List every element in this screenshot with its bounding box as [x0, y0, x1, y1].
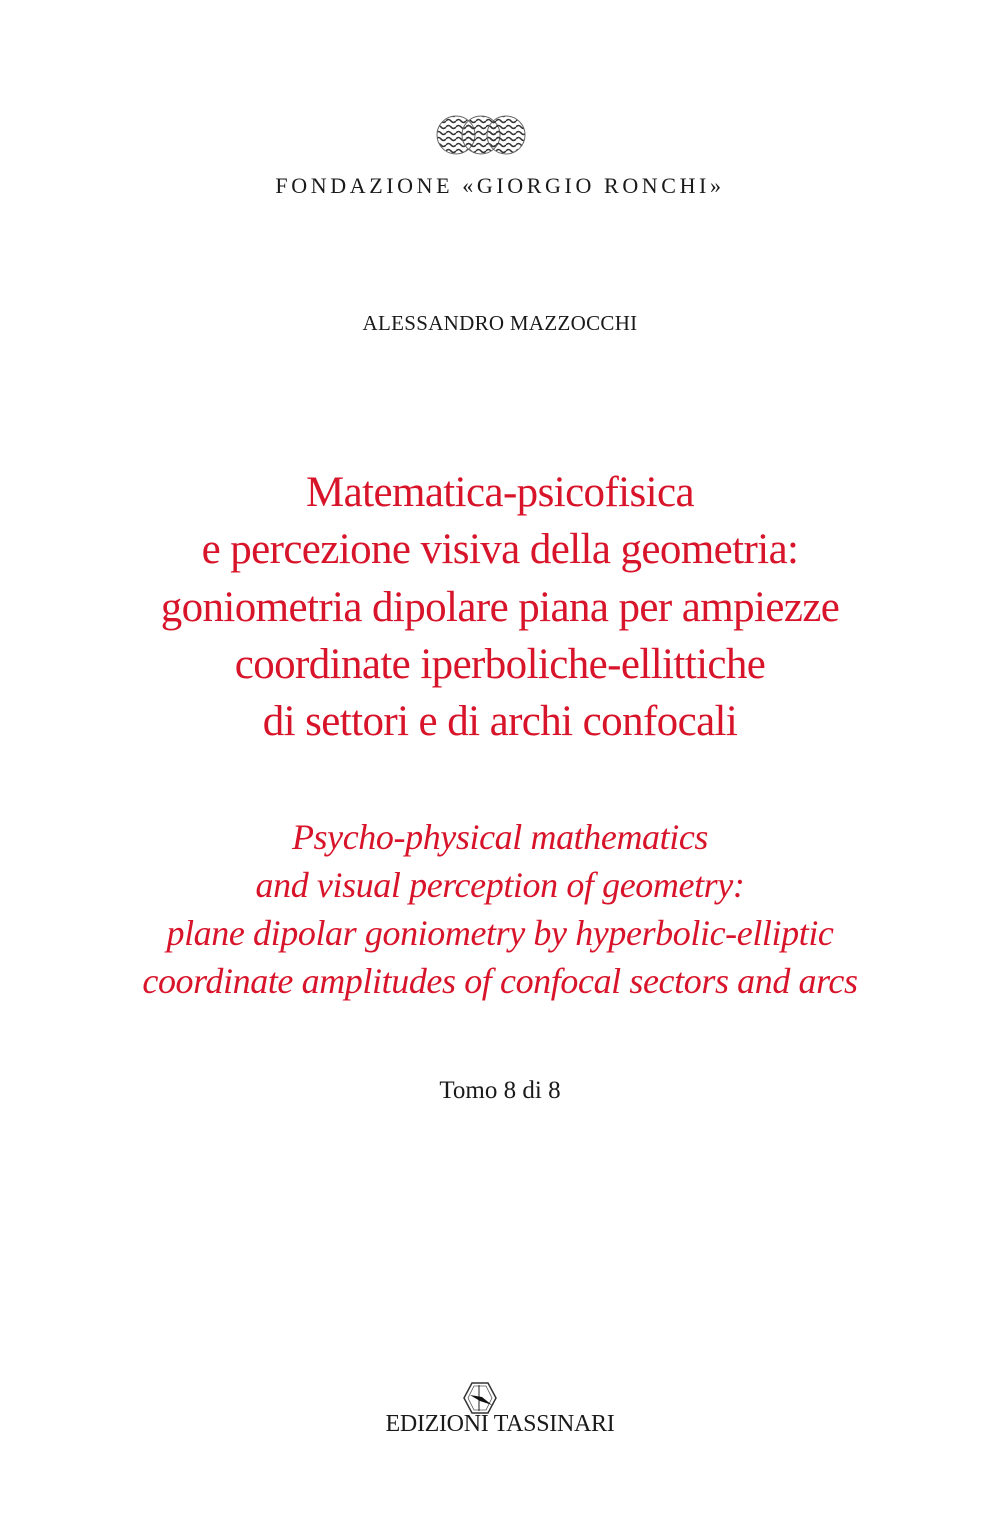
subtitle-line: Psycho-physical mathematics — [291, 817, 709, 857]
title-line: goniometria dipolare piana per ampiezze — [160, 583, 840, 631]
title-line: di settori e di archi confocali — [262, 698, 738, 746]
subtitle-line: plane dipolar goniometry by hyperbolic-elliptic — [166, 913, 834, 953]
book-subtitle — [0, 813, 1000, 1005]
title-line: e percezione visiva della geometria: — [201, 526, 799, 574]
subtitle-line: and visual perception of geometry: — [255, 865, 745, 905]
publisher-logo-icon — [462, 1381, 498, 1415]
title-line: coordinate iperboliche-ellittiche — [234, 640, 766, 688]
author-name: ALESSANDRO MAZZOCCHI — [362, 311, 638, 335]
title-line: Matematica-psicofisica — [306, 469, 694, 516]
volume-number: Tomo 8 di 8 — [439, 1077, 561, 1104]
foundation-name: FONDAZIONE «GIORGIO RONCHI» — [275, 173, 725, 198]
book-title — [0, 464, 1000, 750]
publisher-name: EDIZIONI TASSINARI — [385, 1411, 615, 1437]
foundation-logo-icon — [436, 112, 526, 158]
subtitle-line: coordinate amplitudes of confocal sectors and arcs — [142, 961, 858, 1001]
